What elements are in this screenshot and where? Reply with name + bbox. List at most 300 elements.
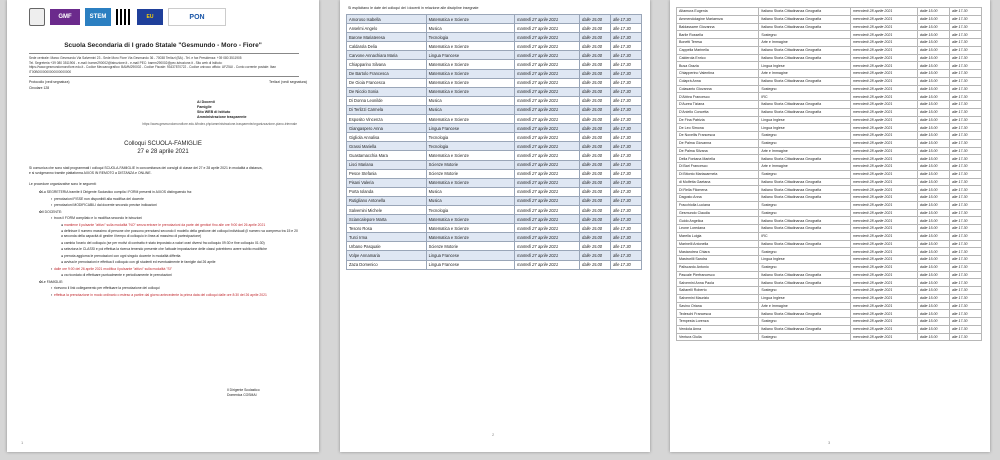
teacher-name-cell: Bonetti Teresa bbox=[677, 39, 759, 47]
time-from-cell: dalle 15.00 bbox=[917, 54, 949, 62]
time-from-cell: dalle 15.00 bbox=[917, 23, 949, 31]
table-row bbox=[347, 196, 642, 205]
teacher-name-cell: Guastamacchia Mara bbox=[347, 151, 427, 160]
bullet-icon: ▪ bbox=[51, 286, 53, 290]
teacher-name-cell: Tedeschi Francesca bbox=[677, 310, 759, 318]
subject-cell: Sostegno bbox=[759, 263, 851, 271]
meeting-date-cell: martedì 27 aprile 2021 bbox=[515, 60, 580, 69]
meeting-date-cell: martedì 27 aprile 2021 bbox=[515, 233, 580, 242]
teacher-name-cell: Carvone Annachiara Maria bbox=[347, 51, 427, 60]
time-from-cell: dalle 15.00 bbox=[917, 209, 949, 217]
subject-cell: Tecnologia bbox=[426, 142, 515, 151]
bullet-icon: ● bbox=[61, 229, 64, 233]
subject-cell: Arte e Immagine bbox=[759, 147, 851, 155]
time-to-cell: alle 17.30 bbox=[949, 155, 981, 163]
time-from-cell: dalle 15.00 bbox=[917, 31, 949, 39]
intro-text bbox=[29, 166, 299, 176]
meeting-date-cell: mercoledì 28 aprile 2021 bbox=[850, 170, 917, 178]
time-to-cell: alle 17.30 bbox=[949, 8, 981, 16]
bullet-icon: ▪ bbox=[51, 203, 53, 207]
time-from-cell: dalle 15.00 bbox=[917, 287, 949, 295]
table-row bbox=[677, 132, 982, 140]
time-to-cell: alle 17.30 bbox=[949, 325, 981, 333]
document-heading-dates: 27 e 28 aprile 2021 bbox=[137, 149, 189, 155]
time-from-cell: dalle 15.00 bbox=[917, 170, 949, 178]
meeting-date-cell: mercoledì 28 aprile 2021 bbox=[850, 163, 917, 171]
teacher-name-cell: Tesoro Rosa bbox=[347, 224, 427, 233]
time-to-cell: alle 17.30 bbox=[949, 147, 981, 155]
time-from-cell: dalle 15.00 bbox=[917, 163, 949, 171]
subject-cell: Italiano Storia Cittadinanza Geografia bbox=[759, 279, 851, 287]
meeting-date-cell: mercoledì 28 aprile 2021 bbox=[850, 217, 917, 225]
subject-cell: Sostegno bbox=[759, 170, 851, 178]
teacher-name-cell: Calderola Enrico bbox=[677, 54, 759, 62]
teacher-name-cell: Lisci Mariana bbox=[347, 160, 427, 169]
procedure-item bbox=[39, 267, 299, 272]
time-to-cell: alle 17.30 bbox=[949, 39, 981, 47]
time-from-cell: dalle 15.00 bbox=[917, 294, 949, 302]
table-row bbox=[347, 33, 642, 42]
teacher-name-cell: Salvemini Maurizio bbox=[677, 294, 759, 302]
time-from-cell: dalle 15.00 bbox=[917, 139, 949, 147]
procedure-text: effettua la prenotazione in modo ordinario o esteso a partire dal giorno antecedente la prima data del colloqui dalle ore 8:30 del 26 aprile 2021 bbox=[54, 292, 267, 297]
table-row bbox=[677, 46, 982, 54]
subject-cell: Italiano Storia Cittadinanza Geografia bbox=[759, 77, 851, 85]
procedure-text: La SEGRETERIA tramite il Dirigente Scolastico compila i FORM presenti in AXIOS distinguendo fra: bbox=[42, 190, 193, 194]
teacher-name-cell: Tempesta Lorenza bbox=[677, 318, 759, 326]
meeting-date-cell: martedì 27 aprile 2021 bbox=[515, 151, 580, 160]
procedure-text: prenota aggiorna le prenotazioni con ogni singolo docente in modalità differita bbox=[64, 253, 181, 258]
meeting-date-cell: mercoledì 28 aprile 2021 bbox=[850, 116, 917, 124]
table-row bbox=[347, 15, 642, 24]
subject-cell: Scienze Motorie bbox=[426, 242, 515, 251]
procedure-item bbox=[39, 216, 299, 221]
table-row bbox=[347, 224, 642, 233]
place-date: Terlizzi (vedi segnatura) bbox=[269, 80, 307, 84]
meeting-date-cell: mercoledì 28 aprile 2021 bbox=[850, 39, 917, 47]
procedure-text: prenotazioni MODIFICABILI dal docente secondo precise indicazioni bbox=[54, 203, 157, 207]
subject-cell: Matematica e Scienze bbox=[426, 224, 515, 233]
procedure-item bbox=[39, 223, 299, 228]
subject-cell: IRC bbox=[759, 93, 851, 101]
meeting-date-cell: mercoledì 28 aprile 2021 bbox=[850, 302, 917, 310]
table-row bbox=[347, 96, 642, 105]
table-row bbox=[677, 240, 982, 248]
bullet-icon: ✿ bbox=[39, 190, 42, 194]
subject-cell: Arte e Immagine bbox=[759, 163, 851, 171]
table-row bbox=[677, 256, 982, 264]
time-to-cell: alle 17.30 bbox=[949, 62, 981, 70]
table-row bbox=[677, 318, 982, 326]
subject-cell: Musica bbox=[426, 105, 515, 114]
table-row bbox=[677, 155, 982, 163]
meeting-date-cell: mercoledì 28 aprile 2021 bbox=[850, 256, 917, 264]
teacher-name-cell: Esposito Vincenza bbox=[347, 115, 427, 124]
subject-cell: Italiano Storia Cittadinanza Geografia bbox=[759, 240, 851, 248]
document-page-2 bbox=[340, 0, 650, 452]
time-from-cell: dalle 15.00 bbox=[580, 169, 611, 178]
table-row bbox=[347, 160, 642, 169]
table-row bbox=[347, 42, 642, 51]
recipient: Ai Docenti bbox=[197, 100, 215, 104]
teacher-name-cell: Gigliola Annalisa bbox=[347, 133, 427, 142]
meeting-date-cell: mercoledì 28 aprile 2021 bbox=[850, 15, 917, 23]
procedure-text: seleziona le CLASSI e poi effettua la ricerca tenendo presente che l'attuale impostazione delle classi potrebbero avere subito modifiche bbox=[64, 247, 268, 251]
meeting-date-cell: martedì 27 aprile 2021 bbox=[515, 69, 580, 78]
time-to-cell: alle 17.30 bbox=[611, 142, 642, 151]
meeting-date-cell: martedì 27 aprile 2021 bbox=[515, 124, 580, 133]
subject-cell: Matematica e Scienze bbox=[426, 78, 515, 87]
time-from-cell: dalle 15.00 bbox=[580, 42, 611, 51]
time-from-cell: dalle 15.00 bbox=[917, 318, 949, 326]
teacher-name-cell: Volpe Annamaria bbox=[347, 251, 427, 260]
table-row bbox=[677, 178, 982, 186]
meeting-date-cell: mercoledì 28 aprile 2021 bbox=[850, 108, 917, 116]
page-number: 1 bbox=[21, 440, 24, 445]
meeting-date-cell: mercoledì 28 aprile 2021 bbox=[850, 46, 917, 54]
meeting-date-cell: mercoledì 28 aprile 2021 bbox=[850, 232, 917, 240]
subject-cell: Sostegno bbox=[759, 201, 851, 209]
header-divider bbox=[29, 53, 299, 54]
table-row bbox=[347, 178, 642, 187]
meeting-date-cell: mercoledì 28 aprile 2021 bbox=[850, 132, 917, 140]
teacher-name-cell: Colaprà Anna bbox=[677, 77, 759, 85]
subject-cell: Musica bbox=[426, 96, 515, 105]
meeting-date-cell: mercoledì 28 aprile 2021 bbox=[850, 248, 917, 256]
subject-cell: Lingua Inglese bbox=[759, 124, 851, 132]
meeting-date-cell: mercoledì 28 aprile 2021 bbox=[850, 287, 917, 295]
time-to-cell: alle 17.30 bbox=[611, 169, 642, 178]
teacher-name-cell: Altamura Eugenia bbox=[677, 8, 759, 16]
meeting-date-cell: mercoledì 28 aprile 2021 bbox=[850, 147, 917, 155]
subject-cell: Italiano Storia Cittadinanza Geografia bbox=[759, 225, 851, 233]
subject-cell: Italiano Storia Cittadinanza Geografia bbox=[759, 186, 851, 194]
time-from-cell: dalle 15.00 bbox=[917, 155, 949, 163]
subject-cell: Scienze Motorie bbox=[426, 169, 515, 178]
time-to-cell: alle 17.30 bbox=[949, 333, 981, 341]
table-row bbox=[677, 31, 982, 39]
recipient: Amministrazione trasparente bbox=[197, 115, 247, 119]
table-row bbox=[677, 77, 982, 85]
time-to-cell: alle 17.30 bbox=[611, 33, 642, 42]
time-to-cell: alle 17.30 bbox=[611, 215, 642, 224]
procedure-text: definisce il numero massimo di persone che possono prenotarsi secondo il modello della gestione dei colloqui individuali (il numero va compreso tra 15 e 20 a seconda della capacità di gestire il tempo di colloquio in linea al massimo di partecipazione) bbox=[61, 229, 298, 238]
time-from-cell: dalle 15.00 bbox=[580, 205, 611, 214]
teacher-name-cell: De Fina Patrizia bbox=[677, 116, 759, 124]
intro-line: Si comunica che sono stati programmati i colloqui SCUOLA-FAMIGLIE in concomitanza dei consigli di classe del 27 e 28 aprile 2021 in modalità a distanza, bbox=[29, 166, 263, 170]
time-to-cell: alle 17.30 bbox=[949, 294, 981, 302]
teacher-name-cell: Barile Rossella bbox=[677, 31, 759, 39]
time-to-cell: alle 17.30 bbox=[611, 196, 642, 205]
subject-cell: Musica bbox=[426, 196, 515, 205]
document-page-1 bbox=[7, 0, 319, 452]
table-row bbox=[677, 85, 982, 93]
teacher-name-cell: Grassi Mariella bbox=[347, 142, 427, 151]
time-from-cell: dalle 15.00 bbox=[917, 101, 949, 109]
teacher-name-cell: D'Abbra Francesco bbox=[677, 93, 759, 101]
time-from-cell: dalle 15.00 bbox=[580, 133, 611, 142]
time-from-cell: dalle 15.00 bbox=[917, 325, 949, 333]
meeting-date-cell: mercoledì 28 aprile 2021 bbox=[850, 186, 917, 194]
teacher-name-cell: D'Aniello Concetta bbox=[677, 108, 759, 116]
time-to-cell: alle 17.30 bbox=[949, 232, 981, 240]
eu-flag-logo: EU bbox=[137, 9, 163, 25]
time-from-cell: dalle 15.00 bbox=[580, 178, 611, 187]
teacher-name-cell: Anselmi Angelo bbox=[347, 24, 427, 33]
table-row bbox=[347, 124, 642, 133]
subject-cell: Sostegno bbox=[759, 318, 851, 326]
procedure-item bbox=[39, 247, 299, 252]
table-row bbox=[347, 24, 642, 33]
teacher-name-cell: Zaza Domenico bbox=[347, 260, 427, 269]
subject-cell: Lingua Francese bbox=[426, 51, 515, 60]
table-row bbox=[347, 242, 642, 251]
meeting-date-cell: mercoledì 28 aprile 2021 bbox=[850, 93, 917, 101]
meeting-date-cell: martedì 27 aprile 2021 bbox=[515, 96, 580, 105]
time-from-cell: dalle 15.00 bbox=[917, 240, 949, 248]
teacher-name-cell: Savino Oriana bbox=[677, 302, 759, 310]
time-from-cell: dalle 15.00 bbox=[580, 69, 611, 78]
meeting-date-cell: martedì 27 aprile 2021 bbox=[515, 251, 580, 260]
circular-number: Circolare 128 bbox=[29, 86, 50, 90]
meeting-date-cell: martedì 27 aprile 2021 bbox=[515, 196, 580, 205]
procedure-item bbox=[39, 260, 299, 265]
time-to-cell: alle 17.30 bbox=[949, 194, 981, 202]
subject-cell: Lingua Francese bbox=[426, 260, 515, 269]
time-from-cell: dalle 15.00 bbox=[917, 62, 949, 70]
teacher-name-cell: Ammendolagine Mariaenza bbox=[677, 15, 759, 23]
time-from-cell: dalle 15.00 bbox=[580, 124, 611, 133]
meeting-date-cell: martedì 27 aprile 2021 bbox=[515, 224, 580, 233]
pon-logo: PON bbox=[168, 8, 226, 26]
contact-line: Tel. Segreteria +39 080 3511906 - e-mail: bamm290002@istruzione.it - e-mail PEC: bamm290002@pec.istruzione.it - Sito web di Istituto: bbox=[29, 60, 223, 65]
procedure-item bbox=[39, 210, 299, 215]
teacher-name-cell: Marinelli Antonella bbox=[677, 240, 759, 248]
schedule-table-27-april bbox=[346, 14, 642, 270]
meeting-date-cell: mercoledì 28 aprile 2021 bbox=[850, 333, 917, 341]
teacher-name-cell: Pisani Valeria bbox=[347, 178, 427, 187]
table-row bbox=[677, 333, 982, 341]
teacher-name-cell: Della Fontana Mariella bbox=[677, 155, 759, 163]
procedure-text: trova il FORM compilato e lo modifica secondo le istruzioni bbox=[54, 216, 143, 220]
meeting-date-cell: mercoledì 28 aprile 2021 bbox=[850, 294, 917, 302]
stem-logo: STEM bbox=[85, 8, 111, 26]
time-from-cell: dalle 15.00 bbox=[580, 233, 611, 242]
time-to-cell: alle 17.30 bbox=[949, 132, 981, 140]
subject-cell: Musica bbox=[426, 187, 515, 196]
time-from-cell: dalle 15.00 bbox=[580, 15, 611, 24]
meeting-date-cell: martedì 27 aprile 2021 bbox=[515, 87, 580, 96]
time-to-cell: alle 17.30 bbox=[949, 124, 981, 132]
time-from-cell: dalle 15.00 bbox=[580, 87, 611, 96]
time-from-cell: dalle 15.00 bbox=[917, 263, 949, 271]
table-row bbox=[677, 287, 982, 295]
subject-cell: Italiano Storia Cittadinanza Geografia bbox=[759, 178, 851, 186]
table-row bbox=[347, 78, 642, 87]
time-to-cell: alle 17.30 bbox=[949, 15, 981, 23]
teacher-name-cell: Salvemini Michele bbox=[347, 205, 427, 214]
meeting-date-cell: martedì 27 aprile 2021 bbox=[515, 242, 580, 251]
signature-name: Domenica COSMAI bbox=[227, 393, 257, 397]
time-to-cell: alle 17.30 bbox=[949, 217, 981, 225]
subject-cell: Sostegno bbox=[759, 287, 851, 295]
teacher-name-cell: Gesmundo Claudia bbox=[677, 209, 759, 217]
subject-cell: Lingua Francese bbox=[426, 251, 515, 260]
time-to-cell: alle 17.30 bbox=[949, 77, 981, 85]
time-from-cell: dalle 15.00 bbox=[580, 142, 611, 151]
time-to-cell: alle 17.30 bbox=[949, 139, 981, 147]
teacher-name-cell: Dagosto Anna bbox=[677, 194, 759, 202]
time-from-cell: dalle 15.00 bbox=[580, 33, 611, 42]
time-to-cell: alle 17.30 bbox=[949, 101, 981, 109]
subject-cell: IRC bbox=[759, 232, 851, 240]
table-row bbox=[677, 163, 982, 171]
time-from-cell: dalle 15.00 bbox=[917, 124, 949, 132]
teacher-name-cell: D'Aurea Tiziana bbox=[677, 101, 759, 109]
meeting-date-cell: mercoledì 28 aprile 2021 bbox=[850, 225, 917, 233]
procedure-text: Le FAMIGLIE: bbox=[42, 279, 64, 284]
time-from-cell: dalle 15.00 bbox=[917, 279, 949, 287]
time-to-cell: alle 17.30 bbox=[949, 186, 981, 194]
table-row bbox=[677, 70, 982, 78]
subject-cell: Sostegno bbox=[759, 132, 851, 140]
table-row bbox=[347, 187, 642, 196]
procedures-label: Le procedure organizzative sono le seguenti: bbox=[29, 182, 97, 186]
table-row bbox=[677, 325, 982, 333]
time-to-cell: alle 17.30 bbox=[611, 260, 642, 269]
table-row bbox=[347, 169, 642, 178]
subject-cell: Matematica e Scienze bbox=[426, 233, 515, 242]
teacher-name-cell: De Palma Silvana bbox=[677, 147, 759, 155]
table-row bbox=[677, 124, 982, 132]
procedure-item bbox=[39, 286, 299, 291]
table-row bbox=[677, 116, 982, 124]
time-to-cell: alle 17.30 bbox=[611, 60, 642, 69]
meeting-date-cell: mercoledì 28 aprile 2021 bbox=[850, 240, 917, 248]
time-from-cell: dalle 15.00 bbox=[580, 215, 611, 224]
teacher-name-cell: Caldarola Delia bbox=[347, 42, 427, 51]
republic-emblem-icon bbox=[29, 8, 45, 26]
subject-cell: Sostegno bbox=[759, 139, 851, 147]
procedure-text: prenotazioni FISSE non disponibili alla modifica del docente bbox=[54, 196, 144, 201]
time-to-cell: alle 17.30 bbox=[949, 178, 981, 186]
table-row bbox=[347, 60, 642, 69]
time-to-cell: alle 17.30 bbox=[611, 251, 642, 260]
meeting-date-cell: martedì 27 aprile 2021 bbox=[515, 51, 580, 60]
meeting-date-cell: martedì 27 aprile 2021 bbox=[515, 169, 580, 178]
teacher-name-cell: Turci Irma bbox=[347, 233, 427, 242]
subject-cell: Matematica e Scienze bbox=[426, 151, 515, 160]
meeting-date-cell: mercoledì 28 aprile 2021 bbox=[850, 62, 917, 70]
subject-cell: Italiano Storia Cittadinanza Geografia bbox=[759, 46, 851, 54]
subject-cell: Tecnologia bbox=[426, 133, 515, 142]
subject-cell: Italiano Storia Cittadinanza Geografia bbox=[759, 155, 851, 163]
time-to-cell: alle 17.30 bbox=[949, 116, 981, 124]
time-from-cell: dalle 15.00 bbox=[917, 194, 949, 202]
table-row bbox=[347, 133, 642, 142]
logo-row bbox=[29, 8, 226, 26]
meeting-date-cell: mercoledì 28 aprile 2021 bbox=[850, 23, 917, 31]
meeting-date-cell: mercoledì 28 aprile 2021 bbox=[850, 318, 917, 326]
time-to-cell: alle 17.30 bbox=[611, 15, 642, 24]
teacher-name-cell: Di Rella Filomena bbox=[677, 186, 759, 194]
bullet-icon: ● bbox=[61, 253, 64, 258]
time-to-cell: alle 17.30 bbox=[949, 46, 981, 54]
table-row bbox=[347, 87, 642, 96]
procedure-text: va ricordato di effettuare puntualmente e periodicamente le prenotazioni bbox=[64, 273, 172, 277]
teacher-name-cell: Baldassarre Giovanna bbox=[677, 23, 759, 31]
procedure-item bbox=[39, 273, 299, 278]
subject-cell: Scienze Motorie bbox=[426, 160, 515, 169]
time-from-cell: dalle 15.00 bbox=[580, 115, 611, 124]
table-row bbox=[677, 209, 982, 217]
bullet-icon: ▪ bbox=[51, 216, 53, 220]
time-to-cell: alle 17.30 bbox=[949, 93, 981, 101]
meeting-date-cell: martedì 27 aprile 2021 bbox=[515, 105, 580, 114]
teacher-name-cell: Di Bari Francesco bbox=[677, 163, 759, 171]
time-to-cell: alle 17.30 bbox=[611, 42, 642, 51]
protocol: Protocollo (vedi segnatura) bbox=[29, 80, 70, 84]
table-row bbox=[677, 271, 982, 279]
meeting-date-cell: mercoledì 28 aprile 2021 bbox=[850, 178, 917, 186]
time-to-cell: alle 17.30 bbox=[949, 163, 981, 171]
subject-cell: Italiano Storia Cittadinanza Geografia bbox=[759, 217, 851, 225]
subject-cell: Italiano Storia Cittadinanza Geografia bbox=[759, 310, 851, 318]
time-from-cell: dalle 15.00 bbox=[580, 224, 611, 233]
signature-role: Il Dirigente Scolastico bbox=[227, 388, 260, 392]
time-to-cell: alle 17.30 bbox=[611, 124, 642, 133]
page-number: 2 bbox=[492, 432, 495, 437]
subject-cell: Italiano Storia Cittadinanza Geografia bbox=[759, 101, 851, 109]
time-to-cell: alle 17.30 bbox=[949, 70, 981, 78]
table-row bbox=[677, 263, 982, 271]
time-to-cell: alle 17.30 bbox=[949, 54, 981, 62]
meeting-date-cell: martedì 27 aprile 2021 bbox=[515, 15, 580, 24]
bullet-icon: ✿ bbox=[39, 209, 42, 214]
time-to-cell: alle 17.30 bbox=[611, 24, 642, 33]
procedure-item bbox=[39, 203, 299, 208]
meeting-date-cell: martedì 27 aprile 2021 bbox=[515, 78, 580, 87]
meeting-date-cell: mercoledì 28 aprile 2021 bbox=[850, 31, 917, 39]
teacher-name-cell: Busa Grazia bbox=[677, 62, 759, 70]
web-note: https://www.gesmundomorofiore.edu.it/index.php/amministrazione-trasparente/organizzazione-piano-triennale bbox=[142, 122, 297, 126]
time-from-cell: dalle 15.00 bbox=[917, 39, 949, 47]
teacher-name-cell: De Nicolo Sonia bbox=[347, 87, 427, 96]
subject-cell: Matematica e Scienze bbox=[426, 115, 515, 124]
teacher-name-cell: Barone Mariateresa bbox=[347, 33, 427, 42]
table-row bbox=[347, 105, 642, 114]
time-from-cell: dalle 15.00 bbox=[917, 178, 949, 186]
meeting-date-cell: martedì 27 aprile 2021 bbox=[515, 133, 580, 142]
procedure-text: dalle ore 9:00 del 26 aprile 2021 modifica il pulsante "attivo" sulla modalità "SI" bbox=[54, 266, 172, 271]
bullet-icon: ▪ bbox=[51, 292, 53, 297]
recipients bbox=[197, 100, 297, 120]
subject-cell: Italiano Storia Cittadinanza Geografia bbox=[759, 23, 851, 31]
table-row bbox=[677, 62, 982, 70]
table-row bbox=[347, 115, 642, 124]
table-row bbox=[677, 232, 982, 240]
teacher-name-cell: Vendola Anna bbox=[677, 325, 759, 333]
teacher-name-cell: Pesce Stefania bbox=[347, 169, 427, 178]
time-from-cell: dalle 15.00 bbox=[917, 15, 949, 23]
meeting-date-cell: mercoledì 28 aprile 2021 bbox=[850, 54, 917, 62]
time-from-cell: dalle 15.00 bbox=[580, 60, 611, 69]
schedule-table-28-april bbox=[676, 7, 982, 341]
procedure-item bbox=[39, 254, 299, 259]
time-to-cell: alle 17.30 bbox=[611, 96, 642, 105]
contact-line: Sede centrale: Marco Gesmundo Via Salvemini 23 - Sede Moro Fiore Via Gesmundo 36 - 70038 Terlizzi (BA) - Tel. e fax Presidenza: +39 080 3511905 bbox=[29, 56, 242, 60]
subject-cell: Italiano Storia Cittadinanza Geografia bbox=[759, 325, 851, 333]
